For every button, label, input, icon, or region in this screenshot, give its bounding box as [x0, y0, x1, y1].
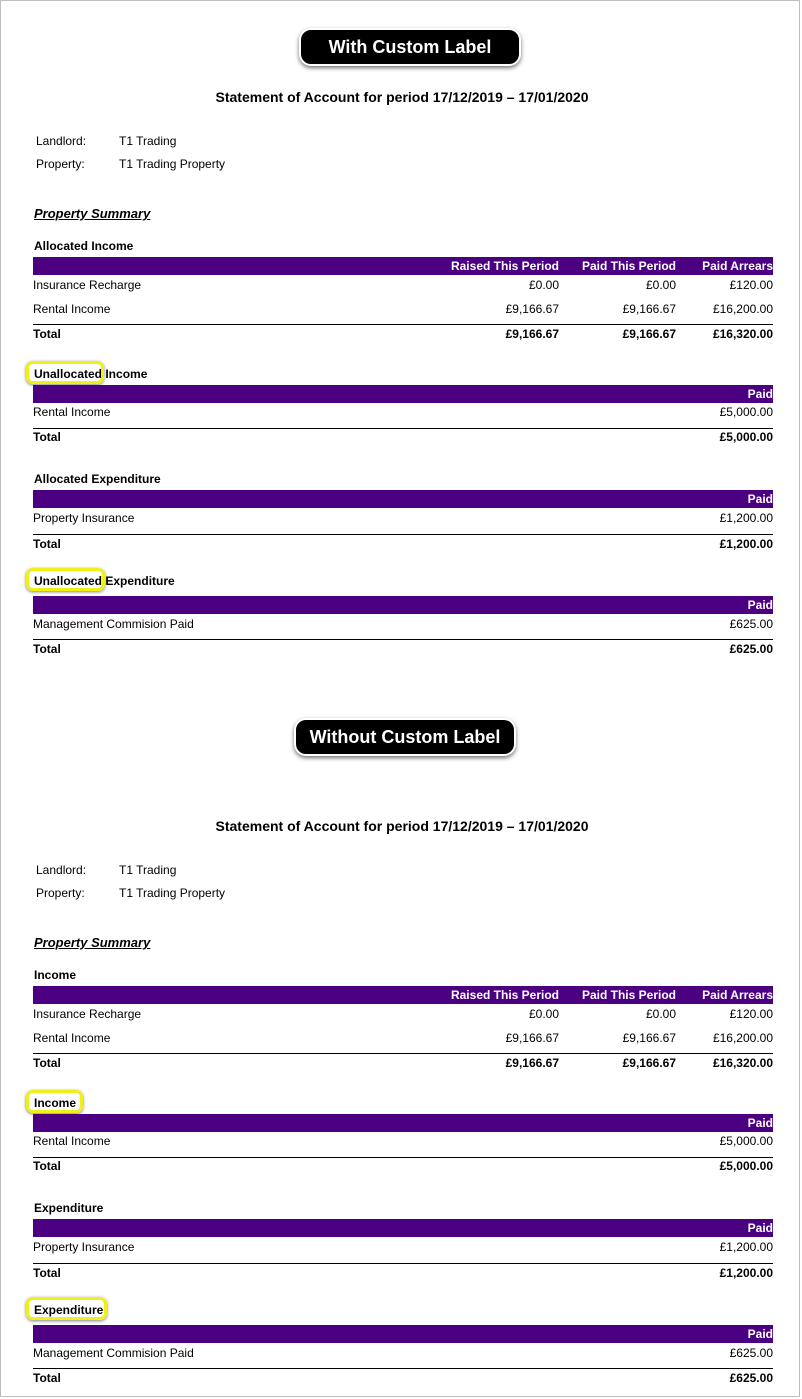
total-divider: [33, 639, 773, 640]
row-value: £1,200.00: [719, 1240, 773, 1254]
total-row: [33, 1371, 773, 1387]
total-value: £5,000.00: [719, 430, 773, 444]
allocated-expenditure-table: [33, 490, 773, 551]
statement-title: Statement of Account for period 17/12/2019 – 17/01/2020: [215, 818, 589, 834]
total-label: Total: [33, 1371, 61, 1385]
property-label: Property:: [36, 157, 85, 171]
section-heading: Allocated Expenditure: [34, 472, 161, 486]
table-row: [33, 302, 773, 318]
table-header: [33, 1114, 773, 1132]
total-label: Total: [33, 327, 61, 341]
section-heading: Unallocated Income: [34, 367, 148, 381]
section-heading: Allocated Income: [34, 239, 134, 253]
row-value: £16,200.00: [712, 302, 773, 316]
total-row: [33, 1056, 773, 1072]
section-heading: Income: [34, 968, 77, 982]
total-value: £9,166.67: [505, 327, 559, 341]
table-header: [33, 1219, 773, 1237]
total-value: £625.00: [729, 1371, 773, 1385]
table-header: [33, 490, 773, 508]
total-label: Total: [33, 1266, 61, 1280]
unallocated-income-table: [33, 385, 773, 444]
column-header: Raised This Period: [450, 259, 559, 273]
row-label: Rental Income: [33, 1134, 111, 1148]
section-heading: Expenditure: [34, 1201, 104, 1215]
column-header: Paid: [747, 492, 773, 506]
total-row: [33, 642, 773, 658]
row-label: Rental Income: [33, 1031, 111, 1045]
total-divider: [33, 1368, 773, 1369]
row-value: £5,000.00: [719, 1134, 773, 1148]
total-row: [33, 1266, 773, 1282]
table-row: [33, 278, 773, 294]
column-header: Paid Arrears: [702, 259, 773, 273]
total-value: £5,000.00: [719, 1159, 773, 1173]
column-header: Paid: [747, 1327, 773, 1341]
landlord-value: T1 Trading: [119, 863, 177, 877]
table-header: [33, 1325, 773, 1343]
total-divider: [33, 1053, 773, 1054]
row-value: £625.00: [729, 1346, 773, 1360]
total-row: [33, 430, 773, 446]
total-divider: [33, 534, 773, 535]
row-value: £0.00: [528, 1007, 559, 1021]
column-header: Paid: [747, 598, 773, 612]
highlight-marker: [26, 361, 104, 384]
row-label: Rental Income: [33, 302, 111, 316]
row-label: Insurance Recharge: [33, 278, 142, 292]
column-header: Paid: [747, 1221, 773, 1235]
property-label: Property:: [36, 886, 85, 900]
total-value: £1,200.00: [719, 1266, 773, 1280]
banner-with-custom-label: With Custom Label: [299, 28, 521, 66]
total-divider: [33, 324, 773, 325]
total-label: Total: [33, 642, 61, 656]
row-label: Management Commision Paid: [33, 617, 194, 631]
total-divider: [33, 1157, 773, 1158]
total-value: £9,166.67: [622, 1056, 676, 1070]
total-value: £1,200.00: [719, 537, 773, 551]
table-header: [33, 986, 773, 1004]
table-row: [33, 1031, 773, 1047]
total-row: [33, 537, 773, 553]
table-row: [33, 1007, 773, 1023]
total-value: £9,166.67: [622, 327, 676, 341]
total-label: Total: [33, 1056, 61, 1070]
property-value: T1 Trading Property: [119, 157, 226, 171]
total-value: £16,320.00: [712, 327, 773, 341]
table-row: [33, 617, 773, 633]
total-row: [33, 327, 773, 343]
total-value: £625.00: [729, 642, 773, 656]
row-value: £16,200.00: [712, 1031, 773, 1045]
row-value: £9,166.67: [622, 1031, 676, 1045]
row-label: Insurance Recharge: [33, 1007, 142, 1021]
income-table: [33, 986, 773, 1070]
unallocated-expenditure-table: [33, 596, 773, 656]
total-divider: [33, 428, 773, 429]
row-label: Property Insurance: [33, 511, 135, 525]
expenditure-table: [33, 1219, 773, 1280]
table-row: [33, 405, 773, 421]
total-value: £16,320.00: [712, 1056, 773, 1070]
row-value: £0.00: [645, 278, 676, 292]
landlord-label: Landlord:: [36, 134, 87, 148]
expenditure-paid-table: [33, 1325, 773, 1385]
table-row: [33, 1346, 773, 1362]
landlord-value: T1 Trading: [119, 134, 177, 148]
property-summary-heading: Property Summary: [34, 206, 151, 221]
row-label: Management Commision Paid: [33, 1346, 194, 1360]
column-header: Paid This Period: [581, 988, 676, 1002]
table-header: [33, 385, 773, 403]
table-row: [33, 1240, 773, 1256]
total-label: Total: [33, 1159, 61, 1173]
highlight-marker: [26, 568, 105, 591]
row-value: £120.00: [729, 278, 773, 292]
table-header: [33, 596, 773, 614]
column-header: Paid This Period: [581, 259, 676, 273]
property-summary-heading: Property Summary: [34, 935, 151, 950]
highlight-marker: [26, 1297, 107, 1320]
banner-without-custom-label: Without Custom Label: [294, 718, 516, 756]
section-heading: Unallocated Expenditure: [34, 574, 175, 588]
row-value: £0.00: [645, 1007, 676, 1021]
allocated-income-table: [33, 257, 773, 341]
row-value: £9,166.67: [622, 302, 676, 316]
total-label: Total: [33, 430, 61, 444]
total-label: Total: [33, 537, 61, 551]
table-row: [33, 511, 773, 527]
statement-title: Statement of Account for period 17/12/2019 – 17/01/2020: [215, 89, 589, 105]
total-value: £9,166.67: [505, 1056, 559, 1070]
income-paid-table: [33, 1114, 773, 1173]
highlight-marker: [26, 1090, 83, 1113]
column-header: Paid: [747, 387, 773, 401]
column-header: Paid: [747, 1116, 773, 1130]
total-row: [33, 1159, 773, 1175]
row-value: £9,166.67: [505, 302, 559, 316]
section-heading: Expenditure: [34, 1303, 104, 1317]
total-divider: [33, 1263, 773, 1264]
row-label: Property Insurance: [33, 1240, 135, 1254]
landlord-label: Landlord:: [36, 863, 87, 877]
column-header: Raised This Period: [450, 988, 559, 1002]
property-value: T1 Trading Property: [119, 886, 226, 900]
row-label: Rental Income: [33, 405, 111, 419]
row-value: £120.00: [729, 1007, 773, 1021]
table-header: [33, 257, 773, 275]
table-row: [33, 1134, 773, 1150]
row-value: £9,166.67: [505, 1031, 559, 1045]
row-value: £625.00: [729, 617, 773, 631]
row-value: £1,200.00: [719, 511, 773, 525]
row-value: £5,000.00: [719, 405, 773, 419]
section-heading: Income: [34, 1096, 77, 1110]
row-value: £0.00: [528, 278, 559, 292]
column-header: Paid Arrears: [702, 988, 773, 1002]
